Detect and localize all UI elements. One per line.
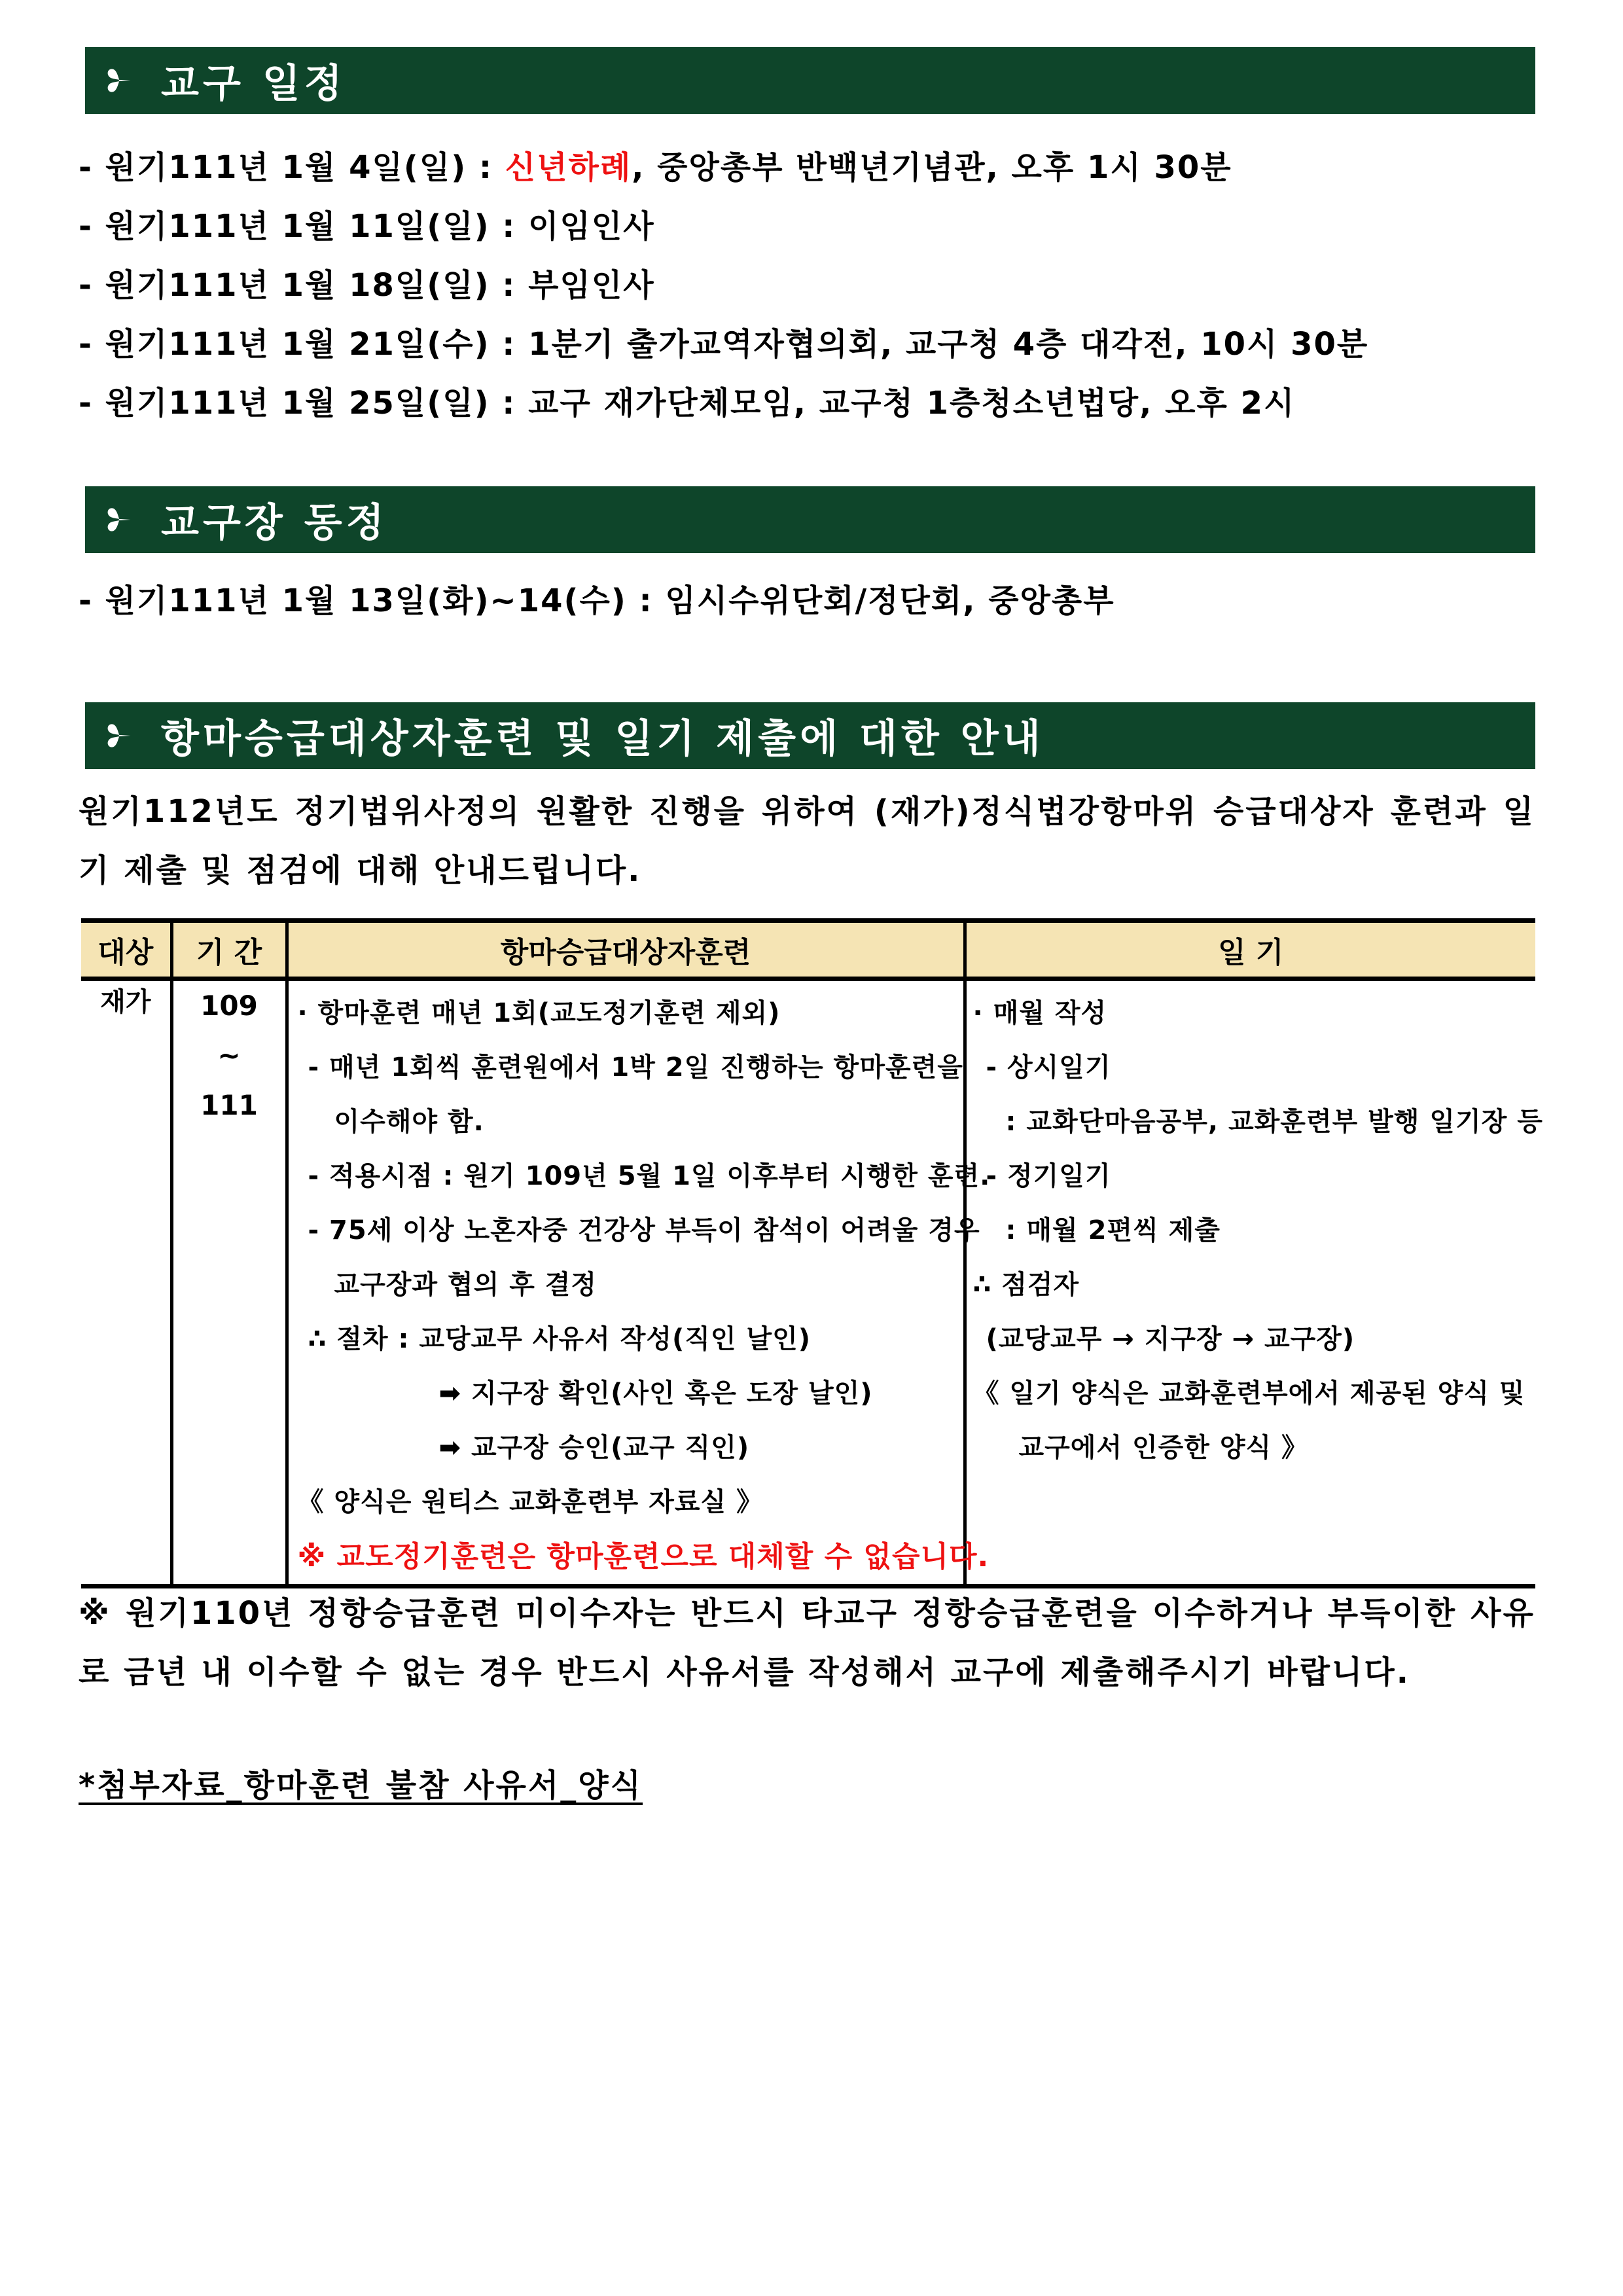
schedule-detail: 부임인사	[528, 267, 655, 304]
section-header-training	[85, 702, 1535, 769]
schedule-date: - 원기111년 1월 25일(일) :	[79, 385, 529, 422]
bishop-list	[79, 576, 1115, 635]
training-line: - 적용시점 : 원기 109년 5월 1일 이후부터 시행한 훈련.	[308, 1161, 991, 1191]
period-end: 111	[200, 1089, 258, 1121]
schedule-item	[79, 319, 1368, 378]
bishop-item: - 원기111년 1월 13일(화)~14(수) : 임시수위단회/정단회, 중앙총부	[79, 583, 1115, 619]
cell-period	[171, 979, 287, 1587]
cell-training	[287, 979, 991, 1587]
diary-line: - 상시일기	[986, 1052, 1111, 1083]
header-target: 대상	[81, 921, 171, 979]
heart-bullet-icon	[106, 505, 135, 534]
diary-line: - 정기일기	[986, 1161, 1111, 1191]
heart-bullet-icon	[106, 721, 135, 750]
schedule-item	[79, 378, 1368, 437]
diary-line: 《 일기 양식은 교화훈련부에서 제공된 양식 및	[972, 1378, 1525, 1408]
section-header-bishop	[85, 486, 1535, 553]
schedule-detail: 1분기 출가교역자협의회, 교구청 4층 대각전, 10시 30분	[528, 326, 1369, 363]
schedule-detail: 교구 재가단체모임, 교구청 1층청소년법당, 오후 2시	[528, 385, 1296, 422]
schedule-detail: , 중앙총부 반백년기념관, 오후 1시 30분	[632, 149, 1232, 186]
training-line: ➡ 지구장 확인(사인 혹은 도장 날인)	[438, 1378, 873, 1408]
schedule-date: - 원기111년 1월 21일(수) :	[79, 326, 529, 363]
header-period: 기 간	[171, 921, 287, 979]
schedule-detail: 이임인사	[528, 208, 655, 245]
schedule-highlight: 신년하례	[505, 149, 632, 186]
cell-diary	[965, 979, 1543, 1587]
training-line: - 75세 이상 노혼자중 건강상 부득이 참석이 어려울 경우	[308, 1215, 980, 1246]
attachment-link[interactable]: *첨부자료_항마훈련 불참 사유서_양식	[79, 1767, 643, 1804]
diary-line: : 매월 2편씩 제출	[1005, 1215, 1221, 1246]
training-table	[81, 918, 1543, 1588]
schedule-list	[79, 143, 1368, 437]
notice-paragraph: ※ 원기110년 정항승급훈련 미이수자는 반드시 타교구 정항승급훈련을 이수하거나 부득이한 사유로 금년 내 이수할 수 없는 경우 반드시 사유서를 작성해서 교구에 제출해주시기 바랍니다.	[79, 1595, 1535, 1691]
training-line: · 항마훈련 매년 1회(교도정기훈련 제외)	[297, 998, 781, 1028]
section-header-schedule	[85, 47, 1535, 114]
diary-line: ∴ 점검자	[972, 1270, 1080, 1300]
table-header-row	[81, 921, 1535, 979]
training-line: ∴ 절차 : 교당교무 사유서 작성(직인 날인)	[308, 1324, 812, 1354]
training-line: 이수해야 함.	[334, 1107, 484, 1137]
schedule-item	[79, 260, 1368, 319]
section-title: 항마승급대상자훈련 및 일기 제출에 대한 안내	[161, 716, 1044, 762]
period-separator: ~	[217, 1039, 241, 1071]
header-diary: 일 기	[965, 921, 1535, 979]
schedule-date: - 원기111년 1월 11일(일) :	[79, 208, 529, 245]
section-title: 교구장 동정	[161, 500, 388, 546]
schedule-date: - 원기111년 1월 18일(일) :	[79, 267, 529, 304]
diary-line: · 매월 작성	[972, 998, 1107, 1028]
training-line: 《 양식은 원티스 교화훈련부 자료실 》	[297, 1487, 764, 1517]
training-line: 교구장과 협의 후 결정	[334, 1270, 597, 1300]
header-training: 항마승급대상자훈련	[287, 921, 965, 979]
training-line: - 매년 1회씩 훈련원에서 1박 2일 진행하는 항마훈련을	[308, 1052, 963, 1083]
diary-line: : 교화단마음공부, 교화훈련부 발행 일기장 등	[1005, 1107, 1543, 1137]
training-line: ➡ 교구장 승인(교구 직인)	[438, 1433, 750, 1463]
cell-target: 재가	[81, 979, 171, 1587]
heart-bullet-icon	[106, 66, 135, 95]
training-intro: 원기112년도 정기법위사정의 원활한 진행을 위하여 (재가)정식법강항마위 승급대상자 훈련과 일기 제출 및 점검에 대해 안내드립니다.	[79, 793, 1535, 889]
diary-line: (교당교무 → 지구장 → 교구장)	[986, 1324, 1355, 1354]
diary-line: 교구에서 인증한 양식 》	[1018, 1433, 1309, 1463]
schedule-date: - 원기111년 1월 4일(일) :	[79, 149, 505, 186]
schedule-item	[79, 202, 1368, 260]
section-title: 교구 일정	[161, 61, 346, 107]
period-start: 109	[200, 990, 258, 1022]
table-row	[81, 979, 1535, 1587]
schedule-item	[79, 143, 1368, 202]
training-warning: ※ 교도정기훈련은 항마훈련으로 대체할 수 없습니다.	[297, 1540, 990, 1573]
